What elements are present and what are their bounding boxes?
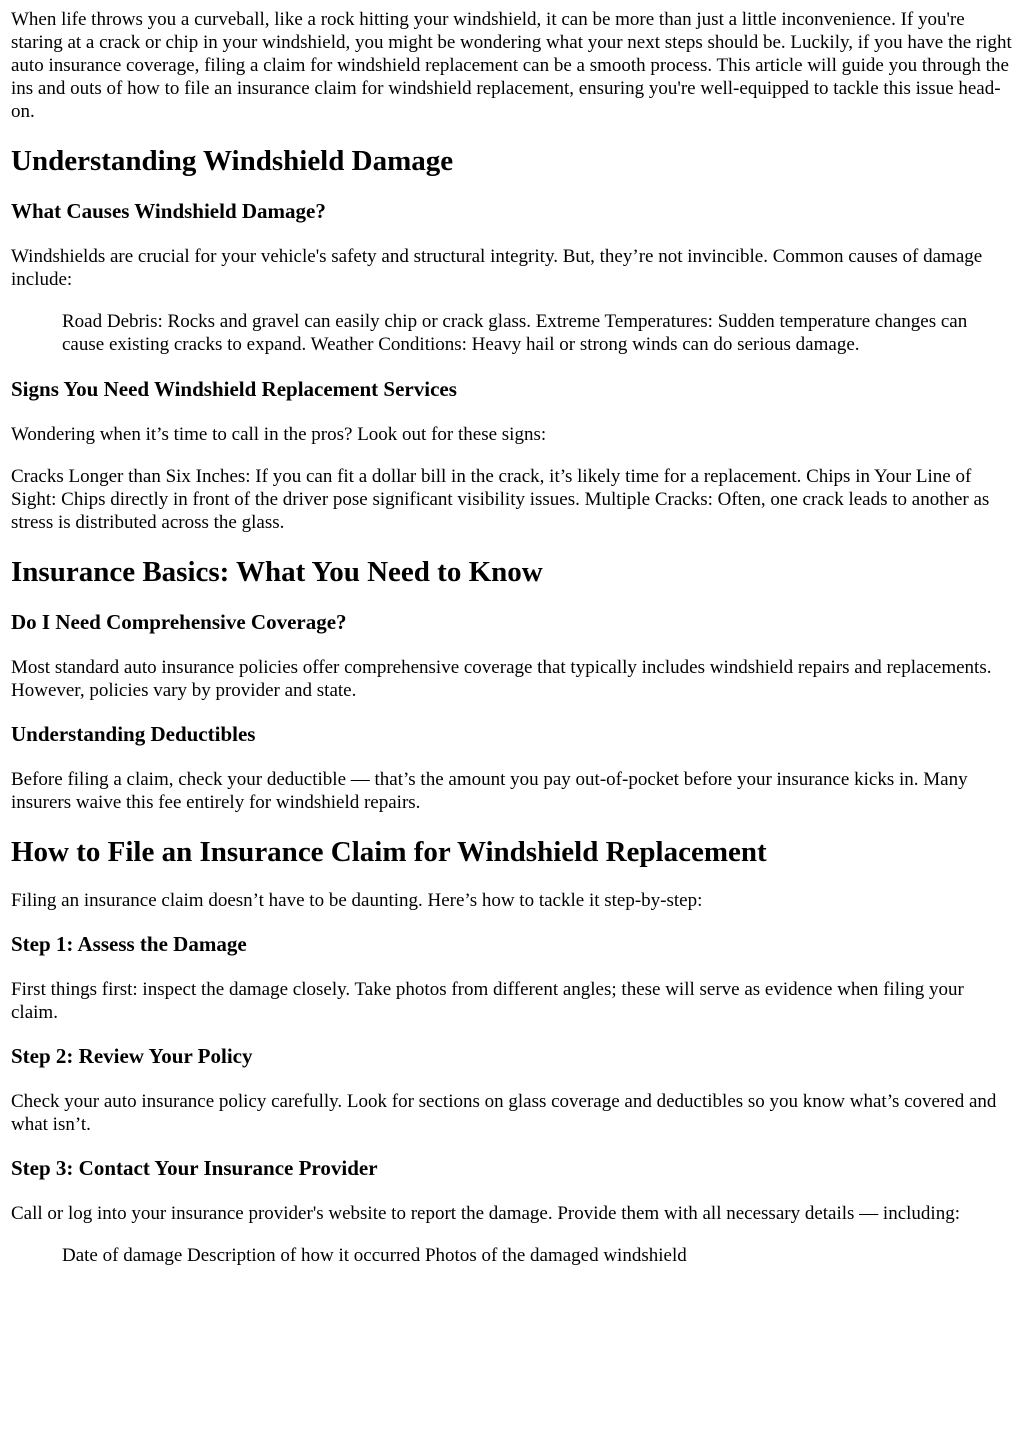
deductibles-paragraph: Before filing a claim, check your deductible — that’s the amount you pay out-of-pocket before your insurance kicks in. Many insurers waive this fee entirely for windshield repairs. <box>11 769 968 813</box>
step-1-paragraph: First things first: inspect the damage closely. Take photos from different angles; these will serve as evidence when filing your claim. <box>11 979 964 1023</box>
subheading-causes: What Causes Windshield Damage? <box>11 199 326 223</box>
step-3-paragraph: Call or log into your insurance provider's website to report the damage. Provide them with all necessary details — including: <box>11 1203 960 1224</box>
signs-list-paragraph: Cracks Longer than Six Inches: If you can fit a dollar bill in the crack, it’s likely time for a replacement. Chips in Your Line of Sight: Chips directly in front of the driver pose significant visibility issues. Multiple Cracks: Often, one crack leads to another as stress is distributed across the glass. <box>11 466 990 533</box>
signs-intro-paragraph: Wondering when it’s time to call in the pros? Look out for these signs: <box>11 424 547 445</box>
subheading-comprehensive: Do I Need Comprehensive Coverage? <box>11 610 347 634</box>
file-claim-intro: Filing an insurance claim doesn’t have to be daunting. Here’s how to tackle it step-by-step: <box>11 890 703 911</box>
section-heading-file-claim: How to File an Insurance Claim for Windshield Replacement <box>11 836 767 868</box>
comprehensive-paragraph: Most standard auto insurance policies offer comprehensive coverage that typically includes windshield repairs and replacements. However, policies vary by provider and state. <box>11 657 992 701</box>
subheading-signs: Signs You Need Windshield Replacement Services <box>11 377 457 401</box>
causes-list: Road Debris: Rocks and gravel can easily chip or crack glass. Extreme Temperatures: Sudden temperature changes can cause existing cracks to expand. Weather Conditions: Heavy hail or strong winds can do serious damage. <box>62 311 968 355</box>
step-2-heading: Step 2: Review Your Policy <box>11 1044 253 1068</box>
step-1-heading: Step 1: Assess the Damage <box>11 932 247 956</box>
claim-details-list: Date of damage Description of how it occurred Photos of the damaged windshield <box>62 1245 687 1266</box>
intro-paragraph: When life throws you a curveball, like a rock hitting your windshield, it can be more than just a little inconvenience. If you're staring at a crack or chip in your windshield, you might be wondering what your next steps should be. Luckily, if you have the right auto insurance coverage, filing a claim for windshield replacement can be a smooth process. This article will guide you through the ins and outs of how to file an insurance claim for windshield replacement, ensuring you're well-equipped to tackle this issue head-on. <box>11 9 1012 122</box>
section-heading-windshield-damage: Understanding Windshield Damage <box>11 145 454 177</box>
step-2-paragraph: Check your auto insurance policy carefully. Look for sections on glass coverage and deductibles so you know what’s covered and what isn’t. <box>11 1091 997 1135</box>
subheading-deductibles: Understanding Deductibles <box>11 722 256 746</box>
step-3-heading: Step 3: Contact Your Insurance Provider <box>11 1156 378 1180</box>
causes-paragraph: Windshields are crucial for your vehicle's safety and structural integrity. But, they’re not invincible. Common causes of damage include: <box>11 246 983 290</box>
section-heading-insurance-basics: Insurance Basics: What You Need to Know <box>11 556 543 588</box>
